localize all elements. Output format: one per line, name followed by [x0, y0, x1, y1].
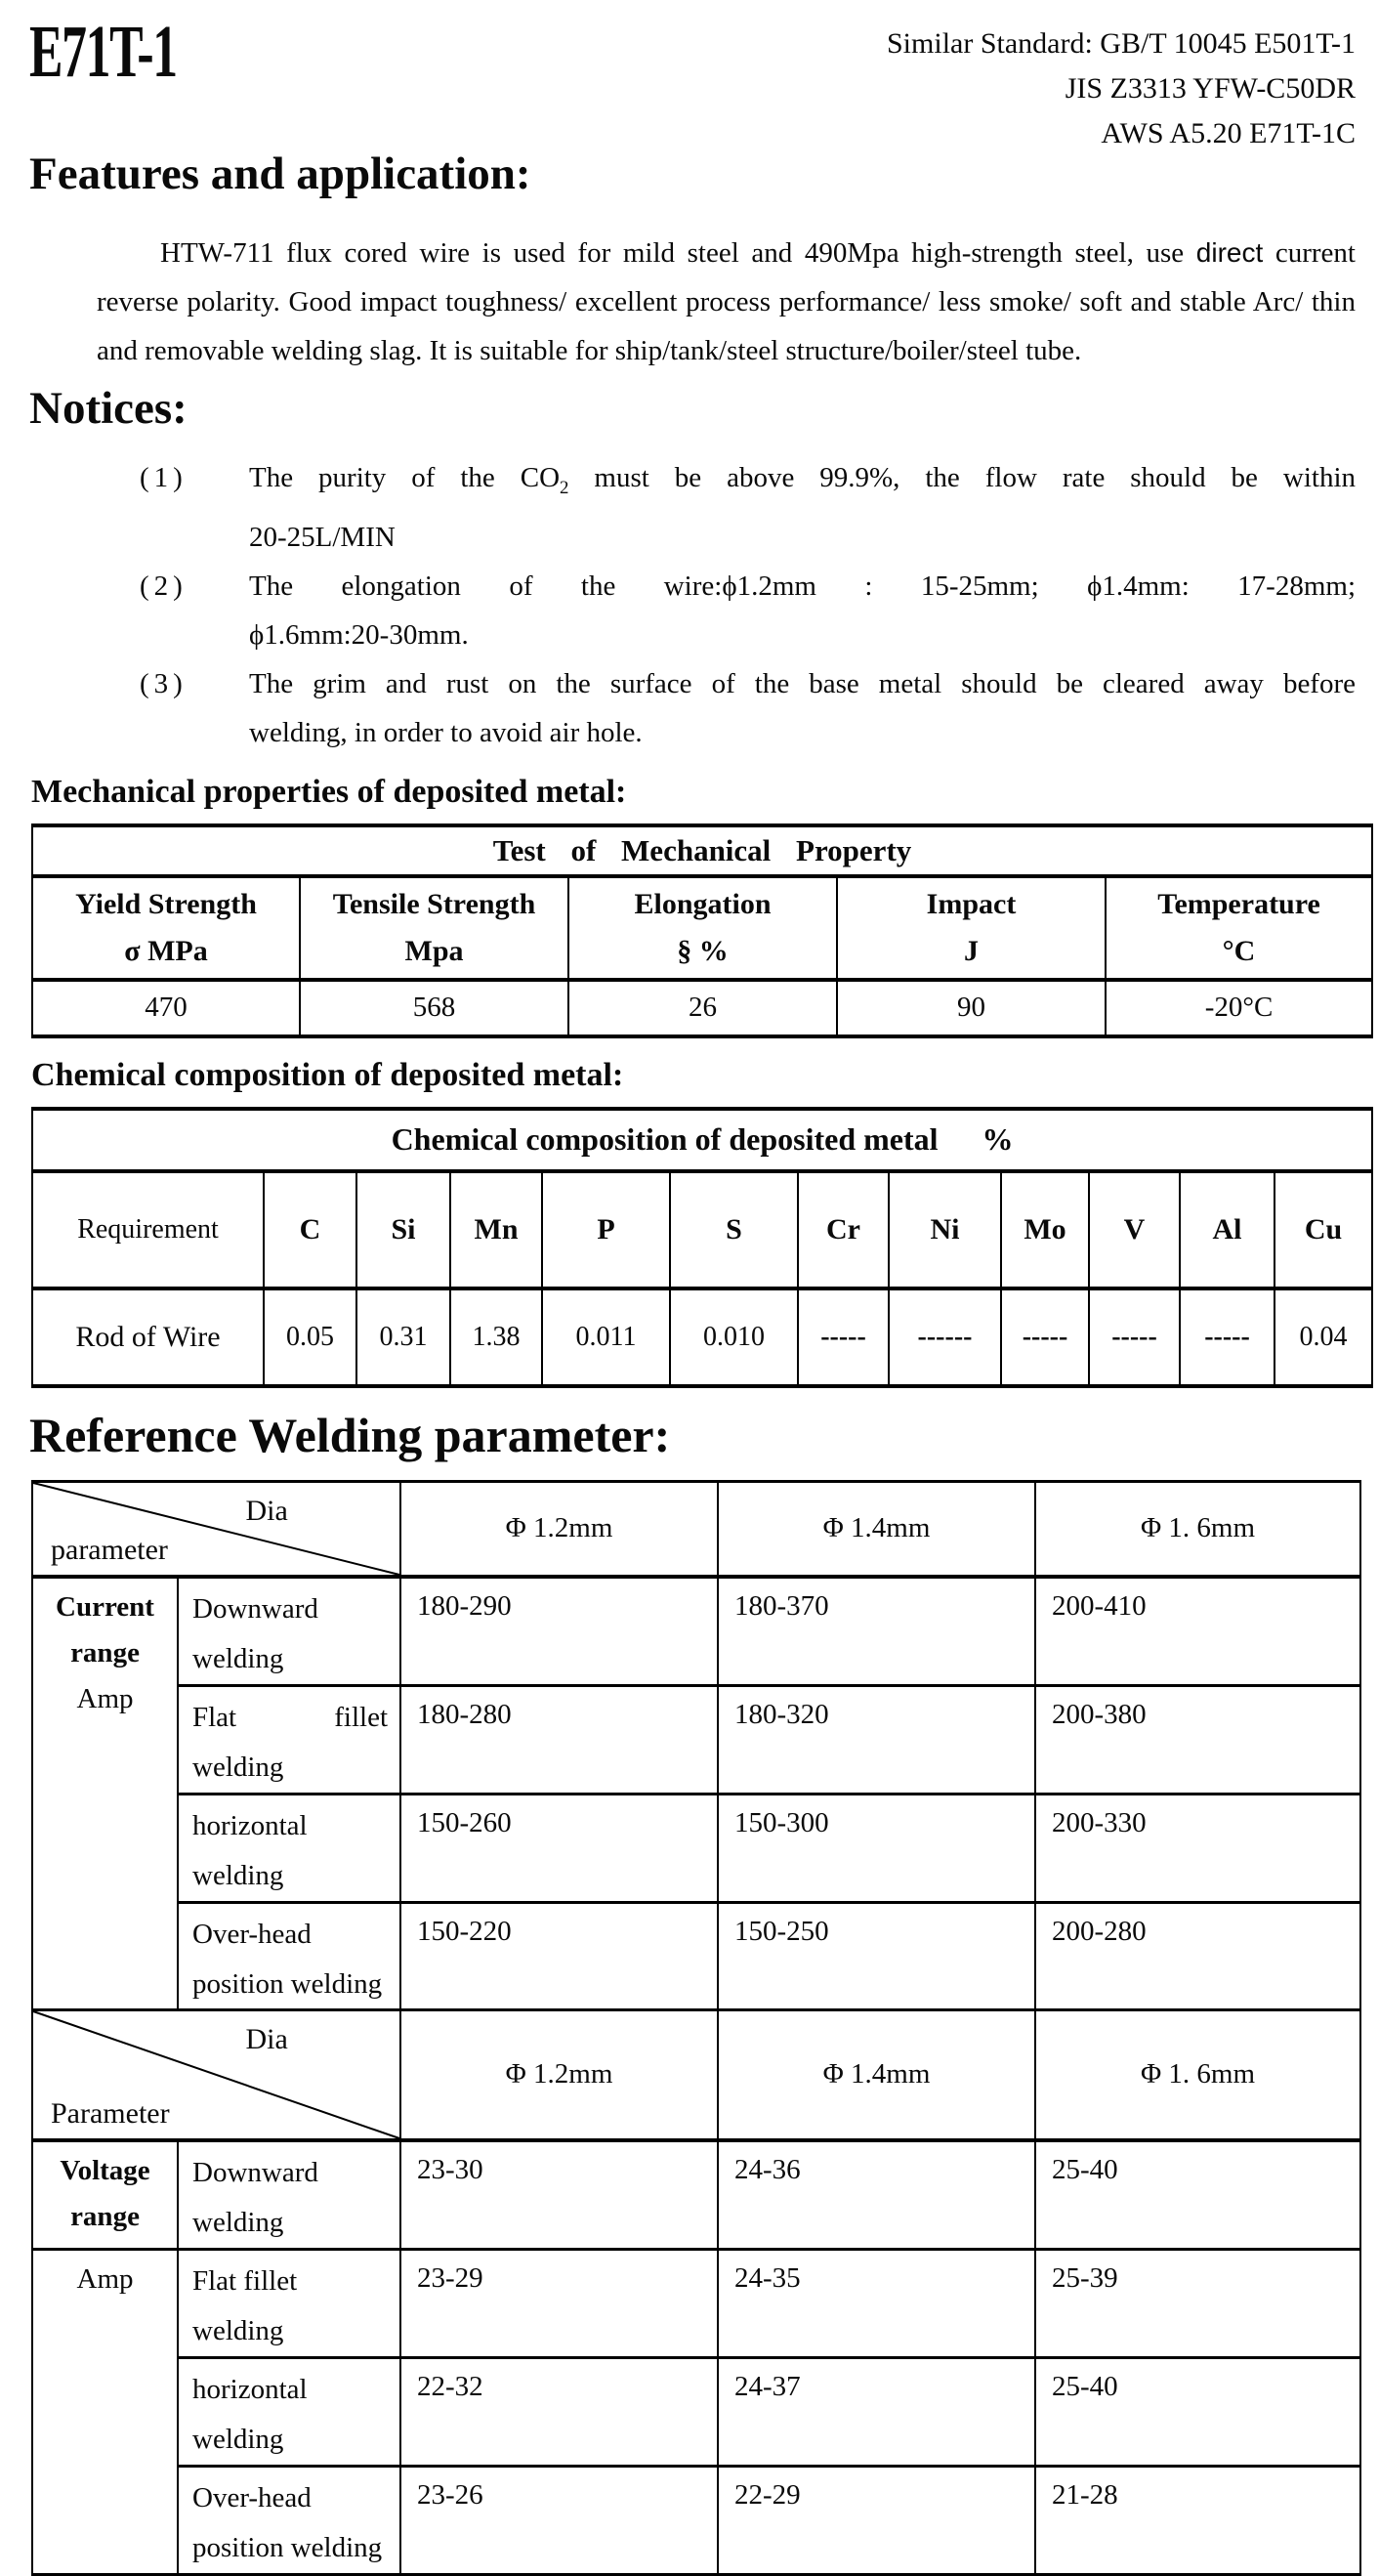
- chem-value-al: -----: [1180, 1288, 1275, 1386]
- elongation-label: Elongation: [634, 887, 772, 920]
- chem-value-v: -----: [1089, 1288, 1180, 1386]
- weld-type-line1: Downward: [192, 2156, 318, 2188]
- standard-line-gbt: Similar Standard: GB/T 10045 E501T-1: [887, 27, 1356, 60]
- notice-3-line-2: welding, in order to avoid air hole.: [249, 716, 643, 748]
- corner-dia-label: Dia: [245, 1494, 288, 1527]
- weld-type-line2: position welding: [192, 1967, 383, 2000]
- standard-line-aws: AWS A5.20 E71T-1C: [1101, 117, 1356, 149]
- page-header: [0, 0, 1379, 149]
- chem-header-al: Al: [1180, 1171, 1275, 1288]
- temperature-label: Temperature: [1157, 887, 1320, 920]
- mech-col-yield: [32, 876, 300, 980]
- chem-value-mo: -----: [1001, 1288, 1089, 1386]
- voltage-horizontal-1-6: 25-40: [1035, 2357, 1360, 2466]
- chem-row-label: Rod of Wire: [32, 1288, 264, 1386]
- features-text-1: HTW-711 flux cored wire is used for mild steel and 490Mpa high-strength steel, use: [160, 237, 1196, 269]
- mech-col-temperature: [1106, 876, 1372, 980]
- chem-header-cu: Cu: [1275, 1171, 1372, 1288]
- weld-type-overhead: [178, 2466, 400, 2574]
- weld-type-line2: welding: [192, 1751, 284, 1783]
- current-downward-1-6: 200-410: [1035, 1577, 1360, 1686]
- weld-type-line2: welding: [192, 2314, 284, 2346]
- direct-word: direct: [1195, 237, 1264, 268]
- chem-header-c: C: [264, 1171, 356, 1288]
- chem-value-cr: -----: [798, 1288, 889, 1386]
- chem-value-c: 0.05: [264, 1288, 356, 1386]
- chem-value-cu: 0.04: [1275, 1288, 1372, 1386]
- dia-header-1-4mm: Φ 1.4mm: [718, 1481, 1035, 1577]
- notice-text-1: [249, 453, 1356, 562]
- chem-value-mn: 1.38: [450, 1288, 542, 1386]
- notice-1-post: must be above 99.9%, the flow rate should be within: [568, 462, 1356, 493]
- weld-type-downward: [178, 2140, 400, 2250]
- notice-1-pre: The purity of the CO: [249, 462, 561, 493]
- corner-parameter-label: Parameter: [51, 2096, 170, 2130]
- notice-number-1: (1): [140, 462, 188, 493]
- notice-item-2: [140, 562, 1356, 659]
- dia-header-1-6mm: Φ 1. 6mm: [1035, 2009, 1360, 2140]
- yield-value: 470: [32, 980, 300, 1036]
- welding-parameter-heading: Reference Welding parameter:: [29, 1407, 671, 1462]
- weld-type-line1: horizontal: [192, 2373, 308, 2405]
- current-range-table: [31, 1480, 1361, 2012]
- yield-label: Yield Strength: [75, 887, 257, 920]
- voltage-downward-1-4: 24-36: [718, 2140, 1035, 2250]
- notices-list: [140, 453, 1356, 757]
- tensile-label: Tensile Strength: [332, 887, 536, 920]
- current-overhead-1-4: 150-250: [718, 1902, 1035, 2010]
- voltage-horizontal-1-4: 24-37: [718, 2357, 1035, 2466]
- chem-value-ni: ------: [889, 1288, 1001, 1386]
- weld-type-downward: [178, 1577, 400, 1686]
- amp-label: Amp: [76, 2262, 134, 2295]
- impact-label: Impact: [926, 887, 1017, 920]
- weld-type-overhead: [178, 1902, 400, 2010]
- current-range-group-label: [32, 1577, 178, 2011]
- chem-header-requirement: Requirement: [32, 1171, 264, 1288]
- features-text-2: current reverse polarity. Good impact toughness/ excellent process performance/ less smoke/ soft and stable Arc/ thin and removable welding slag. It is suitable for ship/tank/steel structure/boiler/steel tube.: [97, 237, 1356, 366]
- weld-type-line2: welding: [192, 2423, 284, 2455]
- current-flat-1-4: 180-320: [718, 1685, 1035, 1794]
- temperature-unit: °C: [1222, 934, 1256, 967]
- voltage-overhead-1-6: 21-28: [1035, 2466, 1360, 2574]
- current-downward-1-4: 180-370: [718, 1577, 1035, 1686]
- yield-unit: σ MPa: [124, 934, 208, 967]
- voltage-range-table: [31, 2008, 1361, 2576]
- chem-header-si: Si: [356, 1171, 450, 1288]
- chem-value-si: 0.31: [356, 1288, 450, 1386]
- mech-col-elongation: [568, 876, 837, 980]
- notices-heading: Notices:: [29, 383, 188, 434]
- notice-text-3: [249, 659, 1356, 757]
- weld-type-line1: Over-head: [192, 2481, 312, 2513]
- notice-1-line-2: 20-25L/MIN: [249, 521, 396, 553]
- corner-parameter-label: parameter: [51, 1533, 168, 1566]
- current-horizontal-1-4: 150-300: [718, 1794, 1035, 1902]
- weld-type-line2: position welding: [192, 2531, 383, 2563]
- chem-header-s: S: [670, 1171, 798, 1288]
- chem-header-mn: Mn: [450, 1171, 542, 1288]
- voltage-horizontal-1-2: 22-32: [400, 2357, 718, 2466]
- voltage-overhead-1-4: 22-29: [718, 2466, 1035, 2574]
- voltage-downward-1-6: 25-40: [1035, 2140, 1360, 2250]
- tensile-unit: Mpa: [404, 934, 464, 967]
- co2-subscript: 2: [560, 477, 569, 498]
- voltage-overhead-1-2: 23-26: [400, 2466, 718, 2574]
- current-label: Current: [56, 1590, 154, 1623]
- voltage-range-group-label: [32, 2140, 178, 2250]
- notice-item-3: [140, 659, 1356, 757]
- notice-text-2: [249, 562, 1356, 659]
- weld-type-line2: welding: [192, 1642, 284, 1674]
- current-flat-1-2: 180-280: [400, 1685, 718, 1794]
- standard-line-jis: JIS Z3313 YFW-C50DR: [1065, 72, 1356, 105]
- impact-value: 90: [837, 980, 1106, 1036]
- mechanical-heading: Mechanical properties of deposited metal:: [31, 773, 627, 810]
- temperature-value: -20°C: [1106, 980, 1372, 1036]
- voltage-downward-1-2: 23-30: [400, 2140, 718, 2250]
- mech-col-tensile: [300, 876, 568, 980]
- mech-span-header: Test of Mechanical Property: [32, 825, 1372, 876]
- voltage-label: Voltage: [60, 2154, 150, 2186]
- current-horizontal-1-2: 150-260: [400, 1794, 718, 1902]
- product-title: E71T-1: [29, 11, 177, 93]
- chem-header-p: P: [542, 1171, 670, 1288]
- chem-value-s: 0.010: [670, 1288, 798, 1386]
- chem-header-v: V: [1089, 1171, 1180, 1288]
- current-overhead-1-6: 200-280: [1035, 1902, 1360, 2010]
- weld-type-line1: Downward: [192, 1592, 318, 1625]
- notice-2-line-1: The elongation of the wire:ϕ1.2mm : 15-25mm; ϕ1.4mm: 17-28mm;: [249, 570, 1356, 602]
- notice-item-1: [140, 453, 1356, 562]
- chemical-composition-table: [31, 1107, 1373, 1388]
- weld-type-line1: Flat fillet: [192, 1701, 388, 1733]
- chem-percent-sign: %: [982, 1121, 1014, 1158]
- current-overhead-1-2: 150-220: [400, 1902, 718, 2010]
- notice-number-2: (2): [140, 570, 188, 602]
- tensile-value: 568: [300, 980, 568, 1036]
- voltage-flat-1-4: 24-35: [718, 2249, 1035, 2357]
- weld-type-line1: Flat fillet: [192, 2264, 298, 2297]
- range-label: range: [70, 2200, 140, 2232]
- features-heading: Features and application:: [29, 148, 531, 199]
- corner-cell-parameter-dia: [32, 2009, 400, 2140]
- dia-header-1-2mm: Φ 1.2mm: [400, 1481, 718, 1577]
- notice-number-3: (3): [140, 667, 188, 699]
- weld-type-flat-fillet: [178, 2249, 400, 2357]
- chem-span-header: [32, 1109, 1372, 1171]
- notice-2-line-2: ϕ1.6mm:20-30mm.: [249, 618, 469, 651]
- current-horizontal-1-6: 200-330: [1035, 1794, 1360, 1902]
- chem-header-mo: Mo: [1001, 1171, 1089, 1288]
- notice-1-line-1: [249, 453, 1356, 513]
- chemical-heading: Chemical composition of deposited metal:: [31, 1056, 624, 1093]
- current-flat-1-6: 200-380: [1035, 1685, 1360, 1794]
- features-paragraph: [97, 229, 1356, 375]
- dia-header-1-6mm: Φ 1. 6mm: [1035, 1481, 1360, 1577]
- amp-label: Amp: [76, 1682, 134, 1714]
- notice-3-line-1: The grim and rust on the surface of the base metal should be cleared away before: [249, 667, 1356, 699]
- dia-header-1-4mm: Φ 1.4mm: [718, 2009, 1035, 2140]
- mech-col-impact: [837, 876, 1106, 980]
- mechanical-properties-table: [31, 823, 1373, 1038]
- range-label: range: [70, 1636, 140, 1668]
- voltage-flat-1-2: 23-29: [400, 2249, 718, 2357]
- weld-type-horizontal: [178, 2357, 400, 2466]
- current-downward-1-2: 180-290: [400, 1577, 718, 1686]
- weld-type-line1: Over-head: [192, 1918, 312, 1950]
- chem-header-cr: Cr: [798, 1171, 889, 1288]
- chem-value-p: 0.011: [542, 1288, 670, 1386]
- voltage-flat-1-6: 25-39: [1035, 2249, 1360, 2357]
- impact-unit: J: [964, 934, 979, 967]
- corner-cell-parameter-dia: [32, 1481, 400, 1577]
- chem-span-title: Chemical composition of deposited metal: [391, 1121, 939, 1158]
- weld-type-line2: welding: [192, 1859, 284, 1891]
- chem-header-ni: Ni: [889, 1171, 1001, 1288]
- amp-group-label: [32, 2249, 178, 2574]
- weld-type-line1: horizontal: [192, 1809, 308, 1841]
- corner-dia-label: Dia: [245, 2022, 288, 2055]
- weld-type-flat-fillet: [178, 1685, 400, 1794]
- standards-block: [887, 16, 1356, 156]
- elongation-unit: § %: [677, 934, 729, 967]
- weld-type-line2: welding: [192, 2206, 284, 2238]
- weld-type-horizontal: [178, 1794, 400, 1902]
- elongation-value: 26: [568, 980, 837, 1036]
- dia-header-1-2mm: Φ 1.2mm: [400, 2009, 718, 2140]
